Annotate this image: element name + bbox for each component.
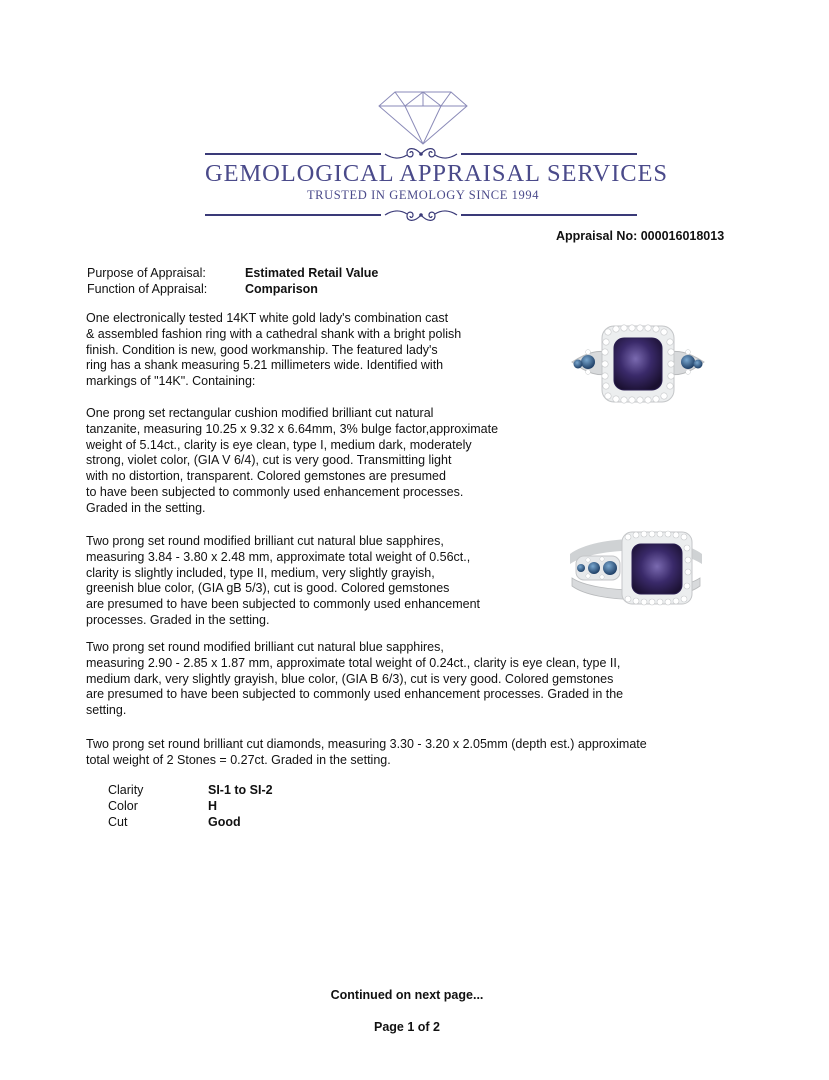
ornament-divider-bottom	[205, 207, 637, 223]
continued-note: Continued on next page...	[330, 988, 484, 1002]
tanzanite-description: One prong set rectangular cushion modified brilliant cut natural tanzanite, measuring 10.25 x 9.32 x 6.64mm, 3% bulge factor,approximate weight of 5.14ct., clarity is eye clean, type I, medium dark, moderately strong, violet color, (GIA V 6/4), cut is very good. Transmitting light with no distortion, transparent. Colored gemstones are presumed to have been subjected to commonly used enhancement processes. Graded in the setting.	[86, 406, 499, 515]
grade-value: Good	[208, 815, 241, 830]
function-value: Comparison	[245, 282, 318, 296]
company-tagline: TRUSTED IN GEMOLOGY SINCE 1994	[306, 188, 540, 202]
grade-value: H	[208, 799, 218, 814]
ring-description: One electronically tested 14KT white gold lady's combination cast & assembled fashion ring with a cathedral shank with a bright polish finish. Condition is new, good workmanship. The featured lady's ring has a shank measuring 5.21 millimeters wide. Identified with markings of "14K". Containing:	[86, 311, 462, 389]
function-row	[87, 281, 378, 297]
grade-label: Color	[108, 799, 138, 814]
purpose-value: Estimated Retail Value	[245, 266, 379, 280]
diamond-description: Two prong set round brilliant cut diamonds, measuring 3.30 - 3.20 x 2.05mm (depth est.) approximate total weight of 2 Stones = 0.27ct. Graded in the setting.	[86, 737, 647, 767]
grade-label: Cut	[108, 815, 128, 830]
diamond-outline-icon	[377, 88, 469, 146]
sapphire-description-1: Two prong set round modified brilliant cut natural blue sapphires, measuring 3.84 - 3.80 x 2.48 mm, approximate total weight of 0.56ct., clarity is slightly included, type II, medium, very slightly grayish, greenish blue color, (GIA gB 5/3), cut is good. Colored gemstones are presumed to have been subjected to commonly used enhancement processes. Graded in the setting.	[86, 534, 480, 627]
letterhead-logo	[205, 88, 668, 228]
ring-photo-front	[568, 318, 708, 410]
diamond-grades	[108, 782, 273, 831]
page-number: Page 1 of 2	[374, 1020, 440, 1034]
purpose-block	[87, 265, 378, 297]
grade-row	[108, 814, 273, 830]
grade-row	[108, 782, 273, 798]
purpose-row	[87, 265, 378, 281]
ring-photo-angle	[566, 524, 706, 616]
appraisal-number: Appraisal No: 000016018013	[556, 229, 725, 243]
purpose-label: Purpose of Appraisal:	[87, 266, 206, 280]
function-label: Function of Appraisal:	[87, 282, 208, 296]
sapphire-description-2: Two prong set round modified brilliant cut natural blue sapphires, measuring 2.90 - 2.85 x 1.87 mm, approximate total weight of 0.24ct., clarity is eye clean, type II, medium dark, very slightly grayish, blue color, (GIA B 6/3), cut is very good. Colored gemstones are presumed to have been subjected to commonly used enhancement processes. Graded in the setting.	[86, 640, 624, 718]
grade-value: SI-1 to SI-2	[208, 783, 273, 797]
grade-label: Clarity	[108, 783, 144, 797]
grade-row	[108, 798, 273, 814]
company-name: GEMOLOGICAL APPRAISAL SERVICES	[205, 160, 668, 187]
